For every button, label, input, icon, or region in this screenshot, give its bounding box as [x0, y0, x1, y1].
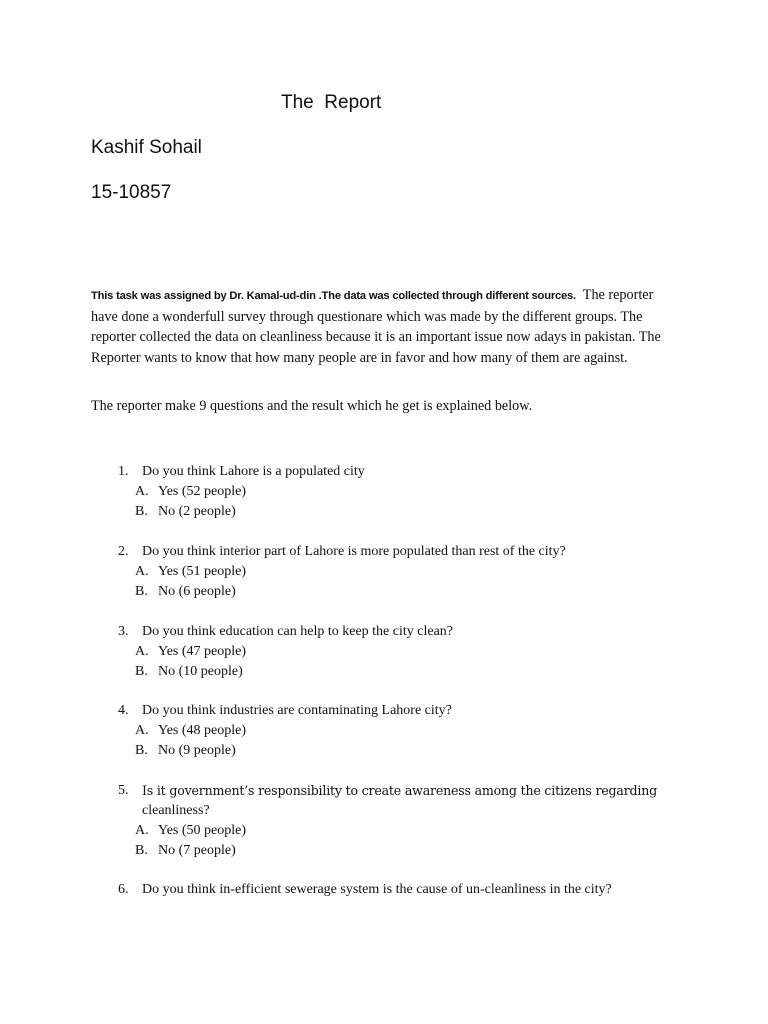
answer-letter: A.	[135, 823, 149, 838]
answer-letter: A.	[135, 644, 149, 659]
answer-text: No (9 people)	[158, 743, 236, 758]
report-title: The Report	[281, 92, 382, 113]
question-text: Is it government’s responsibility to create awareness among the citizens regarding	[142, 783, 657, 798]
answer-letter: A.	[135, 564, 149, 579]
author-id: 15-10857	[91, 182, 172, 203]
answer-option	[118, 662, 678, 682]
answer-text: No (2 people)	[158, 504, 236, 519]
answer-option	[118, 502, 678, 522]
question-text: Do you think Lahore is a populated city	[142, 464, 365, 479]
question-number: 2.	[118, 544, 129, 559]
question-text: Do you think interior part of Lahore is more populated than rest of the city?	[142, 544, 566, 559]
answer-letter: B.	[135, 504, 148, 519]
answer-text: Yes (50 people)	[158, 823, 247, 838]
summary-sentence: The reporter make 9 questions and the result which he get is explained below.	[91, 398, 533, 414]
question-text: Do you think industries are contaminating Lahore city?	[142, 703, 452, 718]
answer-option	[118, 741, 678, 761]
question-item	[118, 622, 678, 682]
answer-option	[118, 721, 678, 741]
answer-text: No (10 people)	[158, 664, 243, 679]
answer-option	[118, 482, 678, 502]
answer-option	[118, 642, 678, 662]
question-text: Do you think in-efficient sewerage system is the cause of un-cleanliness in the city?	[142, 882, 612, 897]
question-item	[118, 781, 678, 861]
question-number: 6.	[118, 882, 129, 897]
answer-text: Yes (51 people)	[158, 564, 247, 579]
question-number: 4.	[118, 703, 129, 718]
answer-text: Yes (47 people)	[158, 644, 247, 659]
answer-letter: B.	[135, 743, 148, 758]
answer-text: Yes (48 people)	[158, 723, 247, 738]
answer-option	[118, 562, 678, 582]
author-name: Kashif Sohail	[91, 137, 202, 158]
answer-letter: A.	[135, 723, 149, 738]
intro-lead-sentence: This task was assigned by Dr. Kamal-ud-din .The data was collected through different sources.	[91, 290, 576, 302]
answer-option	[118, 582, 678, 602]
question-item	[118, 542, 678, 602]
answer-letter: B.	[135, 664, 148, 679]
question-number: 1.	[118, 464, 129, 479]
answer-text: No (6 people)	[158, 584, 236, 599]
answer-text: No (7 people)	[158, 843, 236, 858]
answer-list	[118, 642, 678, 682]
answer-letter: A.	[135, 484, 149, 499]
answer-option	[118, 821, 678, 841]
question-text: Do you think education can help to keep the city clean?	[142, 624, 454, 639]
question-item	[118, 701, 678, 761]
answer-list	[118, 562, 678, 602]
question-item	[118, 880, 678, 900]
intro-body: The reporter have done a wonderfull survey through questionare which was made by the different groups. The reporter collected the data on cleanliness because it is an important issue now adays in pakistan. The Reporter wants to know that how many people are in favor and how many of them are against.	[91, 287, 661, 366]
intro-paragraph	[91, 285, 671, 368]
answer-list	[118, 482, 678, 522]
question-number: 3.	[118, 624, 129, 639]
answer-list	[118, 821, 678, 861]
answer-option	[118, 841, 678, 861]
question-item	[118, 462, 678, 522]
question-number: 5.	[118, 783, 129, 798]
answer-text: Yes (52 people)	[158, 484, 247, 499]
answer-list	[118, 721, 678, 761]
question-text-continuation: cleanliness?	[142, 803, 210, 818]
answer-letter: B.	[135, 584, 148, 599]
answer-letter: B.	[135, 843, 148, 858]
